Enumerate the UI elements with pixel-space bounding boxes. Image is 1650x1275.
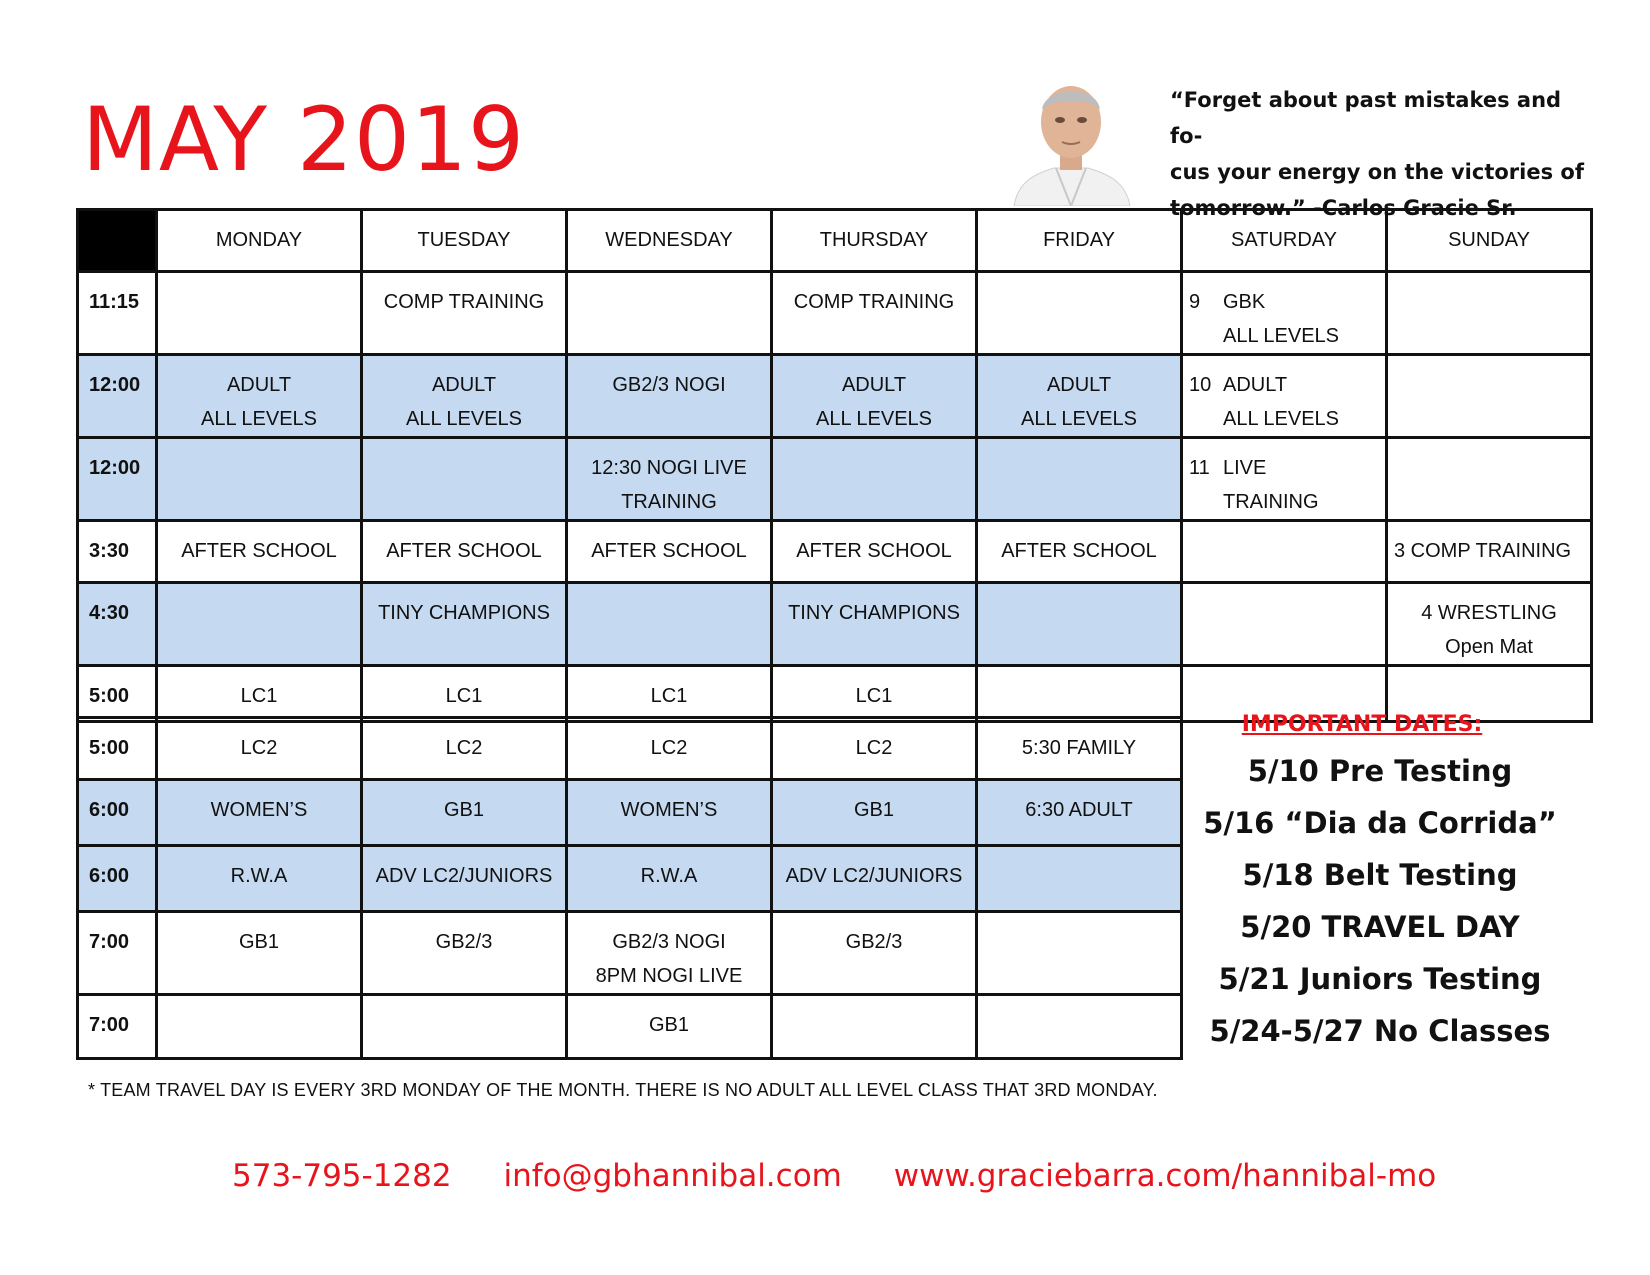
- contact-line: [232, 1158, 1478, 1194]
- class-cell: [772, 583, 977, 666]
- day-header: WEDNESDAY: [567, 210, 772, 272]
- class-cell: [567, 912, 772, 995]
- class-line: TRAINING: [1223, 491, 1319, 513]
- page-title: MAY 2019: [82, 88, 525, 191]
- day-number: 10: [1189, 374, 1212, 396]
- saturday-cell: [1182, 272, 1387, 355]
- class-line: WOMEN’S: [620, 799, 718, 821]
- sunday-cell: [1387, 438, 1592, 521]
- schedule-upper: [76, 208, 1593, 723]
- quote-line: “Forget about past mistakes and fo-: [1170, 88, 1562, 148]
- class-line: LC1: [650, 685, 688, 707]
- class-line: 10 ADULT: [1189, 368, 1385, 402]
- class-line: LC2: [855, 737, 893, 759]
- class-cell: [977, 995, 1182, 1059]
- schedule-row: [78, 272, 1592, 355]
- schedule-table-lower: [76, 716, 1183, 1060]
- day-header: SATURDAY: [1182, 210, 1387, 272]
- schedule-row: [78, 583, 1592, 666]
- schedule-row: [78, 355, 1592, 438]
- class-cell: [362, 438, 567, 521]
- class-line: 11 LIVE: [1189, 451, 1385, 485]
- class-line: AFTER SCHOOL: [591, 540, 747, 562]
- class-line: GB2/3 NOGI: [612, 374, 726, 396]
- important-date-item: 5/16 “Dia da Corrida”: [1203, 806, 1557, 840]
- time-cell: 4:30: [78, 583, 157, 666]
- class-line: ADULT: [841, 374, 907, 396]
- class-line: TRAINING: [621, 491, 717, 513]
- class-cell: [362, 272, 567, 355]
- class-line: AFTER SCHOOL: [386, 540, 542, 562]
- class-line: ADULT: [431, 374, 497, 396]
- class-line: ADULT: [226, 374, 292, 396]
- sunday-cell: [1387, 272, 1592, 355]
- class-cell: [567, 666, 772, 722]
- class-cell: [772, 666, 977, 722]
- class-line: ALL LEVELS: [1223, 325, 1340, 347]
- quote-line: cus your energy on the victories of: [1170, 160, 1584, 184]
- class-cell: [772, 718, 977, 780]
- important-date-item: 5/10 Pre Testing: [1247, 754, 1513, 788]
- class-line: GB1: [648, 1014, 690, 1036]
- class-cell: [977, 355, 1182, 438]
- sunday-cell: [1387, 521, 1592, 583]
- class-cell: [362, 666, 567, 722]
- class-line: LC1: [855, 685, 893, 707]
- important-date-item: 5/24-5/27 No Classes: [1209, 1014, 1551, 1048]
- class-cell: [977, 438, 1182, 521]
- sunday-cell: [1387, 355, 1592, 438]
- class-cell: [362, 846, 567, 912]
- schedule-row: [78, 995, 1182, 1059]
- class-line: 4 WRESTLING: [1421, 602, 1557, 624]
- class-cell: [977, 780, 1182, 846]
- class-cell: [567, 583, 772, 666]
- class-line: Open Mat: [1445, 636, 1533, 658]
- class-line: TINY CHAMPIONS: [788, 602, 960, 624]
- saturday-cell: [1182, 583, 1387, 666]
- header-row: [78, 210, 1592, 272]
- important-date-item: 5/20 TRAVEL DAY: [1240, 910, 1520, 944]
- class-line: ALL LEVELS: [1223, 408, 1340, 430]
- time-cell: 3:30: [78, 521, 157, 583]
- class-cell: [157, 355, 362, 438]
- class-cell: [772, 995, 977, 1059]
- class-line: ALL LEVELS: [1020, 408, 1137, 430]
- class-cell: [772, 272, 977, 355]
- day-number: 11: [1189, 457, 1210, 479]
- schedule-row: [78, 438, 1592, 521]
- class-cell: [567, 521, 772, 583]
- class-cell: [977, 912, 1182, 995]
- class-line: LC1: [240, 685, 278, 707]
- sunday-cell: [1387, 583, 1592, 666]
- time-cell: 5:00: [78, 718, 157, 780]
- class-cell: [157, 846, 362, 912]
- class-cell: [772, 846, 977, 912]
- class-cell: [977, 583, 1182, 666]
- phone-link[interactable]: 573-795-1282: [232, 1158, 452, 1194]
- class-line: 8PM NOGI LIVE: [595, 965, 743, 987]
- class-cell: [362, 521, 567, 583]
- class-line: ALL LEVELS: [200, 408, 317, 430]
- important-dates: [1170, 712, 1590, 1057]
- class-line: WOMEN’S: [210, 799, 308, 821]
- day-header: FRIDAY: [977, 210, 1182, 272]
- class-cell: [362, 718, 567, 780]
- class-line: TINY CHAMPIONS: [378, 602, 550, 624]
- class-cell: [977, 521, 1182, 583]
- saturday-cell: [1182, 355, 1387, 438]
- schedule-row: [78, 521, 1592, 583]
- quote: [1170, 82, 1590, 226]
- class-cell: [567, 718, 772, 780]
- class-line: AFTER SCHOOL: [181, 540, 337, 562]
- class-cell: [977, 272, 1182, 355]
- class-line: GB1: [238, 931, 280, 953]
- class-cell: [977, 846, 1182, 912]
- class-cell: [567, 846, 772, 912]
- class-line: ADV LC2/JUNIORS: [785, 865, 963, 887]
- footnote: * TEAM TRAVEL DAY IS EVERY 3RD MONDAY OF THE MONTH. THERE IS NO ADULT ALL LEVEL CLASS THAT 3RD MONDAY.: [88, 1080, 1158, 1100]
- day-header: SUNDAY: [1387, 210, 1592, 272]
- important-date-item: 5/18 Belt Testing: [1242, 858, 1518, 892]
- class-line: AFTER SCHOOL: [796, 540, 952, 562]
- time-cell: 12:00: [78, 355, 157, 438]
- class-line: 6:30 ADULT: [1025, 799, 1133, 821]
- class-cell: [567, 780, 772, 846]
- time-cell: 6:00: [78, 780, 157, 846]
- class-cell: [157, 780, 362, 846]
- class-line: 3 COMP TRAINING: [1394, 540, 1572, 562]
- class-line: GB2/3 NOGI: [612, 931, 726, 953]
- schedule-row: [78, 780, 1182, 846]
- email-link[interactable]: info@gbhannibal.com: [503, 1158, 842, 1194]
- schedule-row: [78, 718, 1182, 780]
- class-cell: [157, 995, 362, 1059]
- class-cell: [157, 521, 362, 583]
- class-line: ADV LC2/JUNIORS: [375, 865, 553, 887]
- class-line: LC2: [240, 737, 278, 759]
- day-header: THURSDAY: [772, 210, 977, 272]
- time-cell: 5:00: [78, 666, 157, 722]
- class-line: GB2/3: [435, 931, 493, 953]
- class-line: GB2/3: [845, 931, 903, 953]
- day-number: 9: [1189, 291, 1201, 313]
- class-cell: [772, 912, 977, 995]
- class-cell: [157, 718, 362, 780]
- time-cell: 11:15: [78, 272, 157, 355]
- class-cell: [362, 912, 567, 995]
- saturday-cell: [1182, 521, 1387, 583]
- schedule-lower: [76, 716, 1183, 1060]
- schedule-row: [78, 846, 1182, 912]
- header-corner: [78, 210, 157, 272]
- class-line: R.W.A: [640, 865, 698, 887]
- class-line: R.W.A: [230, 865, 288, 887]
- schedule-table-upper: [76, 208, 1593, 723]
- class-line: 5:30 FAMILY: [1021, 737, 1137, 759]
- class-line: ALL LEVELS: [405, 408, 522, 430]
- class-cell: [772, 780, 977, 846]
- day-header: MONDAY: [157, 210, 362, 272]
- website-link[interactable]: www.graciebarra.com/hannibal-mo: [893, 1158, 1437, 1194]
- class-cell: [157, 912, 362, 995]
- class-cell: [772, 355, 977, 438]
- class-cell: [362, 355, 567, 438]
- time-cell: 7:00: [78, 912, 157, 995]
- schedule-row: [78, 912, 1182, 995]
- class-line: AFTER SCHOOL: [1001, 540, 1157, 562]
- class-cell: [772, 521, 977, 583]
- important-date-item: 5/21 Juniors Testing: [1218, 962, 1542, 996]
- important-dates-header: IMPORTANT DATES:: [1241, 712, 1483, 737]
- class-cell: [362, 995, 567, 1059]
- portrait-photo: [1004, 70, 1138, 206]
- class-line: LC1: [445, 685, 483, 707]
- day-header: TUESDAY: [362, 210, 567, 272]
- time-cell: 7:00: [78, 995, 157, 1059]
- class-cell: [567, 438, 772, 521]
- class-cell: [362, 583, 567, 666]
- class-line: 12:30 NOGI LIVE: [591, 457, 747, 479]
- class-line: ALL LEVELS: [815, 408, 932, 430]
- time-cell: 12:00: [78, 438, 157, 521]
- class-line: COMP TRAINING: [793, 291, 955, 313]
- class-cell: [567, 272, 772, 355]
- class-cell: [567, 355, 772, 438]
- class-cell: [567, 995, 772, 1059]
- class-cell: [157, 666, 362, 722]
- class-line: GB1: [853, 799, 895, 821]
- class-line: LC2: [445, 737, 483, 759]
- class-line: LC2: [650, 737, 688, 759]
- class-line: ADULT: [1046, 374, 1112, 396]
- time-cell: 6:00: [78, 846, 157, 912]
- class-line: COMP TRAINING: [383, 291, 545, 313]
- class-line: GB1: [443, 799, 485, 821]
- class-cell: [157, 272, 362, 355]
- class-cell: [772, 438, 977, 521]
- class-cell: [157, 438, 362, 521]
- quote-line: tomorrow.” -Carlos Gracie Sr.: [1170, 196, 1517, 220]
- class-line: 9 GBK: [1189, 285, 1385, 319]
- class-cell: [362, 780, 567, 846]
- class-cell: [157, 583, 362, 666]
- saturday-cell: [1182, 438, 1387, 521]
